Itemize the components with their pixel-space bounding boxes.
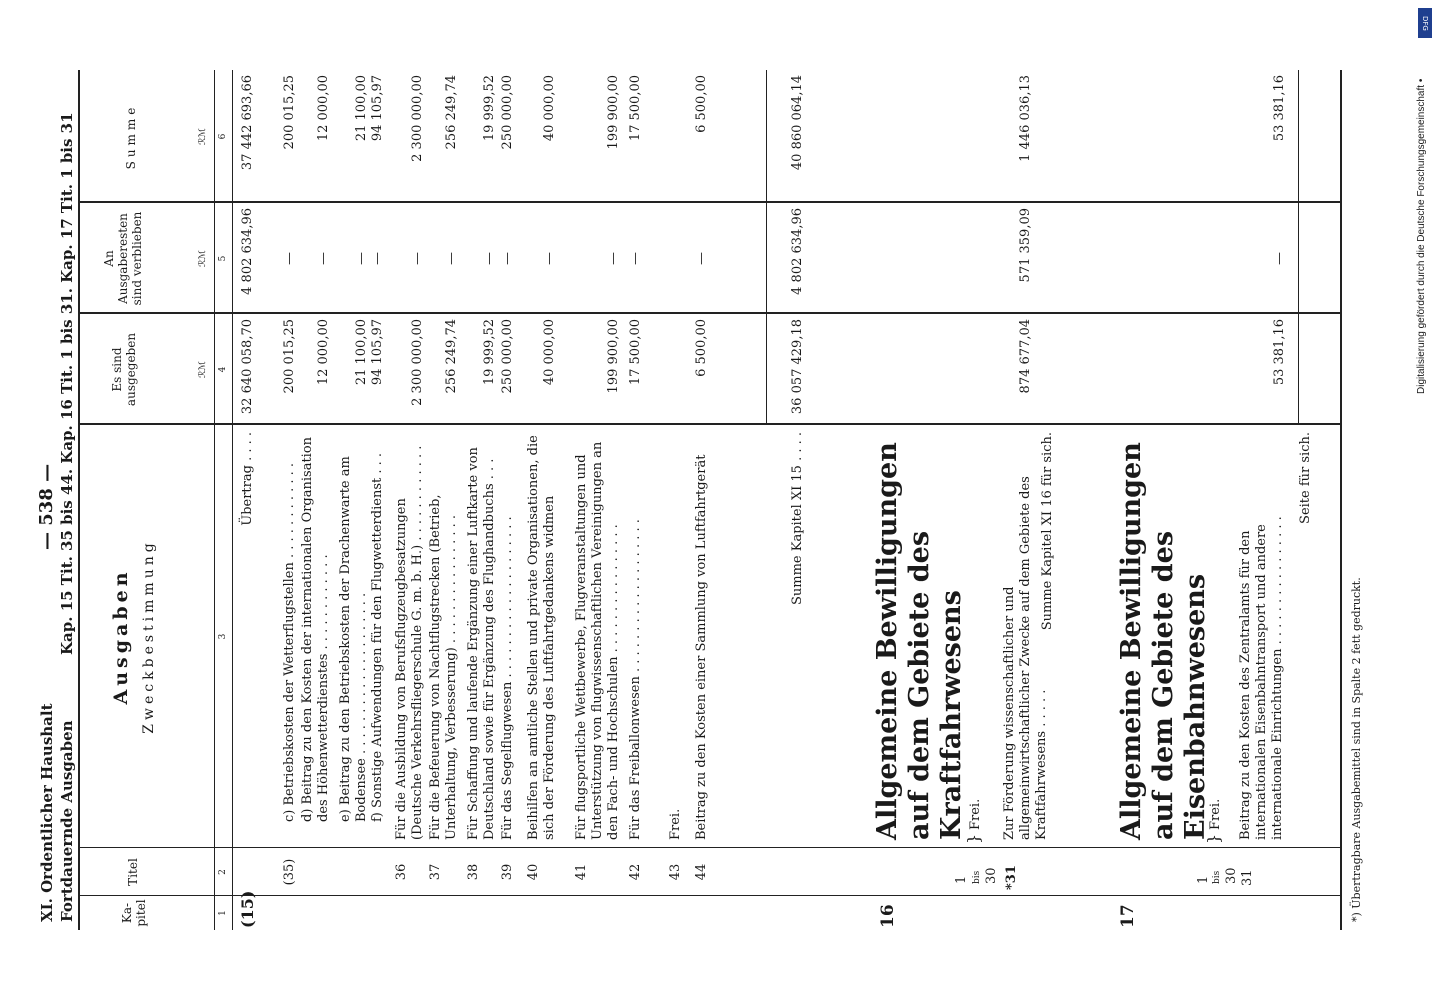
row-description: Frei. <box>668 808 683 840</box>
kap16-frei-titel-from: 1 <box>954 875 969 884</box>
kap16-text31: Zur Förderung wissenschaftlicher und allgemeinwirtschaftlicher Zwecke auf dem Gebiete des Kraftfahrwesens . . . . . <box>1002 476 1049 840</box>
kapitel-17-number: 17 <box>1118 904 1138 928</box>
uebertrag-label: Übertrag . . . . <box>240 432 255 526</box>
row-value-ausgabereste: — <box>500 252 515 265</box>
kap16-col6: 1 446 036,13 <box>1018 75 1033 162</box>
kap17-col6: 53 381,16 <box>1272 75 1287 142</box>
column-number-border <box>214 70 215 930</box>
row-description: Für die Ausbildung von Berufsflugzeugbesatzungen (Deutsche Verkehrsfliegerschule G. m. b. H.) . . . . . . . . . . . . <box>394 445 425 840</box>
header-ausgegeben: Es sind ausgegeben <box>110 332 138 407</box>
row-value-ausgegeben: 21 100,00 <box>354 319 369 386</box>
kap16-col5: 571 359,09 <box>1018 208 1033 283</box>
unit-col6: ℛℳ <box>198 128 208 145</box>
row-titel: 44 <box>694 863 709 881</box>
row-titel: 37 <box>428 863 443 881</box>
kap17-text31: Beitrag zu den Kosten des Zentralamts für den internationalen Eisenbahntransport und andere internationale Einrichtungen . . . . . . . . . . . . . . . . <box>1238 516 1285 840</box>
row-description: Für flugsportliche Wettbewerbe, Flugveranstaltungen und Unterstützung von flugwissenschaftlichen Vereinigungen an den Fach- und Hochschulen . . . . . . . . . . . . . . . . <box>574 441 621 840</box>
col-divider-5 <box>78 201 1340 203</box>
row-description: Für Schaffung und laufende Ergänzung einer Luftkarte von Deutschland sowie für Ergänzung des Flughandbuchs . . . <box>466 447 497 840</box>
kap16-frei-brace: } <box>964 833 983 844</box>
row-value-ausgabereste: — <box>444 252 459 265</box>
dfg-logo: DFG <box>1418 8 1432 38</box>
kap16-summe-label: Summe Kapitel XI 16 für sich. <box>1040 432 1055 631</box>
row-value-summe: 40 000,00 <box>542 75 557 142</box>
row-titel: 40 <box>526 863 541 881</box>
row-titel: 36 <box>394 863 409 881</box>
header-left-line2: Fortdauernde Ausgaben <box>58 720 76 922</box>
header-kapitel-range: Kap. 15 Tit. 35 bis 44. Kap. 16 Tit. 1 bis 31. Kap. 17 Tit. 1 bis 31 <box>58 112 76 655</box>
kap17-col4: 53 381,16 <box>1272 319 1287 386</box>
row-value-ausgabereste: — <box>282 252 297 265</box>
header-kapitel: Ka- pitel <box>120 899 148 927</box>
row-value-ausgabereste: — <box>354 252 369 265</box>
header-ausgaben: Ausgaben <box>110 568 132 705</box>
dfg-credit-text: Digitalisierung gefördert durch die Deutsche Forschungsgemeinschaft • <box>1416 78 1427 394</box>
kapitel-16-number: 16 <box>878 904 898 928</box>
kap17-sum-rule <box>1298 70 1299 425</box>
row-value-ausgabereste: — <box>410 252 425 265</box>
row-value-ausgegeben: 19 999,52 <box>482 319 497 386</box>
kap17-frei-titel-to: 30 <box>1224 867 1239 884</box>
row-value-summe: 12 000,00 <box>316 75 331 142</box>
row-value-ausgegeben: 250 000,00 <box>500 319 515 394</box>
row-titel: (35) <box>282 858 297 886</box>
row-value-ausgegeben: 6 500,00 <box>694 319 709 377</box>
kap16-frei: Frei. <box>968 798 983 830</box>
row-titel: 41 <box>574 863 589 881</box>
row-description: f) Sonstige Aufwendungen für den Flugwetterdienst . . . <box>370 452 385 822</box>
summe-15-col4: 36 057 429,18 <box>790 319 805 415</box>
row-value-ausgabereste: — <box>628 252 643 265</box>
table-bottom-border <box>1340 70 1342 930</box>
kap16-frei-titel-to: 30 <box>984 867 999 884</box>
kap16-col4: 874 677,04 <box>1018 319 1033 394</box>
row-value-summe: 37 442 693,66 <box>240 75 255 171</box>
row-description: Beihilfen an amtliche Stellen und private Organisationen, die sich der Förderung des Luftfahrtgedankens widmen <box>526 435 557 840</box>
kapitel-17-heading: Allgemeine Bewilligungen auf dem Gebiete des Eisenbahnwesens <box>1116 442 1211 840</box>
summe-15-label: Summe Kapitel XI 15 . . . . <box>790 432 805 606</box>
kap16-titel31: *31 <box>1004 865 1019 890</box>
row-value-ausgabereste: — <box>316 252 331 265</box>
row-value-summe: 2 300 000,00 <box>410 75 425 162</box>
row-description: Beitrag zu den Kosten einer Sammlung von Luftfahrtgerät <box>694 454 709 840</box>
row-value-summe: 94 105,97 <box>370 75 385 142</box>
row-value-ausgegeben: 256 249,74 <box>444 319 459 394</box>
colnum-2: 2 <box>218 869 228 875</box>
kap16-frei-titel-bis: bis <box>972 870 982 884</box>
colnum-6: 6 <box>218 133 228 140</box>
row-description: d) Beitrag zu den Kosten der internationalen Organisation des Höhenwetterdienstes . . . . . . . . . . . . <box>300 436 331 822</box>
kap17-frei-brace: } <box>1204 833 1223 844</box>
summe-15-col5: 4 802 634,96 <box>790 208 805 295</box>
header-zweckbestimmung: Zweckbestimmung <box>141 539 157 734</box>
row-value-summe: 250 000,00 <box>500 75 515 150</box>
row-value-ausgegeben: 2 300 000,00 <box>410 319 425 406</box>
unit-col4: ℛℳ <box>198 361 208 378</box>
row-value-ausgegeben: 200 015,25 <box>282 319 297 394</box>
row-value-summe: 199 900,00 <box>606 75 621 150</box>
row-value-ausgabereste: — <box>542 252 557 265</box>
row-value-summe: 19 999,52 <box>482 75 497 142</box>
row-description: Für die Befeuerung von Nachtflugstrecken (Betrieb, Unterhaltung, Verbesserung) . . . . . . . . . . . . . . . . <box>428 494 459 840</box>
header-ausgabereste: An Ausgaberesten sind verblieben <box>102 211 144 306</box>
table-top-border <box>78 70 80 930</box>
kapitel-16-heading: Allgemeine Bewilligungen auf dem Gebiete des Kraftfahrwesens <box>872 442 967 840</box>
kap17-frei-titel-bis: bis <box>1212 870 1222 884</box>
summe-15-rule <box>766 70 767 425</box>
row-description: e) Beitrag zu den Betriebskosten der Drachenwarte am Bodensee . . . . . . . . . . . . . . . . . . . . <box>338 456 369 822</box>
col-divider-1 <box>78 895 1340 896</box>
row-description: Für das Segelflugwesen . . . . . . . . . . . . . . . . . . . . <box>500 516 515 840</box>
row-value-ausgegeben: 32 640 058,70 <box>240 319 255 415</box>
header-bottom-border <box>232 70 233 930</box>
colnum-3: 3 <box>218 633 228 640</box>
kap17-frei-titel-from: 1 <box>1196 875 1211 884</box>
header-titel: Titel <box>126 858 140 886</box>
row-value-summe: 21 100,00 <box>354 75 369 142</box>
header-summe: Summe <box>124 103 138 170</box>
row-value-summe: 6 500,00 <box>694 75 709 133</box>
unit-col5: ℛℳ <box>198 250 208 267</box>
row-value-ausgabereste: — <box>370 252 385 265</box>
header-left-line1: XI. Ordentlicher Haushalt <box>38 703 56 922</box>
row-value-ausgegeben: 40 000,00 <box>542 319 557 386</box>
dfg-credit-strip <box>1414 0 1434 1000</box>
row-value-ausgegeben: 199 900,00 <box>606 319 621 394</box>
page-number: — 538 — <box>36 463 57 550</box>
row-value-summe: 256 249,74 <box>444 75 459 150</box>
kapitel-number: (15) <box>238 890 257 928</box>
row-titel: 43 <box>668 863 683 881</box>
row-value-ausgegeben: 17 500,00 <box>628 319 643 386</box>
row-titel: 42 <box>628 863 643 881</box>
row-value-ausgegeben: 12 000,00 <box>316 319 331 386</box>
row-titel: 38 <box>466 863 481 881</box>
kap17-seite-label: Seite für sich. <box>1298 432 1313 524</box>
row-description: c) Betriebskosten der Wetterflugstellen . . . . . . . . . . . . <box>282 462 297 822</box>
row-value-ausgabereste: 4 802 634,96 <box>240 208 255 295</box>
kap17-titel31: 31 <box>1240 869 1255 886</box>
row-value-ausgegeben: 94 105,97 <box>370 319 385 386</box>
row-value-ausgabereste: — <box>694 252 709 265</box>
kap17-col5: — <box>1272 252 1287 265</box>
row-description: Für das Freiballonwesen . . . . . . . . . . . . . . . . . . . <box>628 519 643 840</box>
colnum-5: 5 <box>218 255 228 262</box>
row-value-summe: 17 500,00 <box>628 75 643 142</box>
row-value-ausgabereste: — <box>606 252 621 265</box>
col-divider-3 <box>78 423 1340 425</box>
colnum-1: 1 <box>218 910 228 916</box>
row-titel: 39 <box>500 863 515 881</box>
summe-15-col6: 40 860 064,14 <box>790 75 805 171</box>
colnum-4: 4 <box>218 366 228 373</box>
col-divider-2 <box>78 847 1340 848</box>
row-value-summe: 200 015,25 <box>282 75 297 150</box>
footnote: *) Übertragbare Ausgabemittel sind in Spalte 2 fett gedruckt. <box>1350 577 1363 922</box>
row-value-ausgabereste: — <box>482 252 497 265</box>
col-divider-4 <box>78 312 1340 314</box>
kap17-frei: Frei. <box>1208 798 1223 830</box>
